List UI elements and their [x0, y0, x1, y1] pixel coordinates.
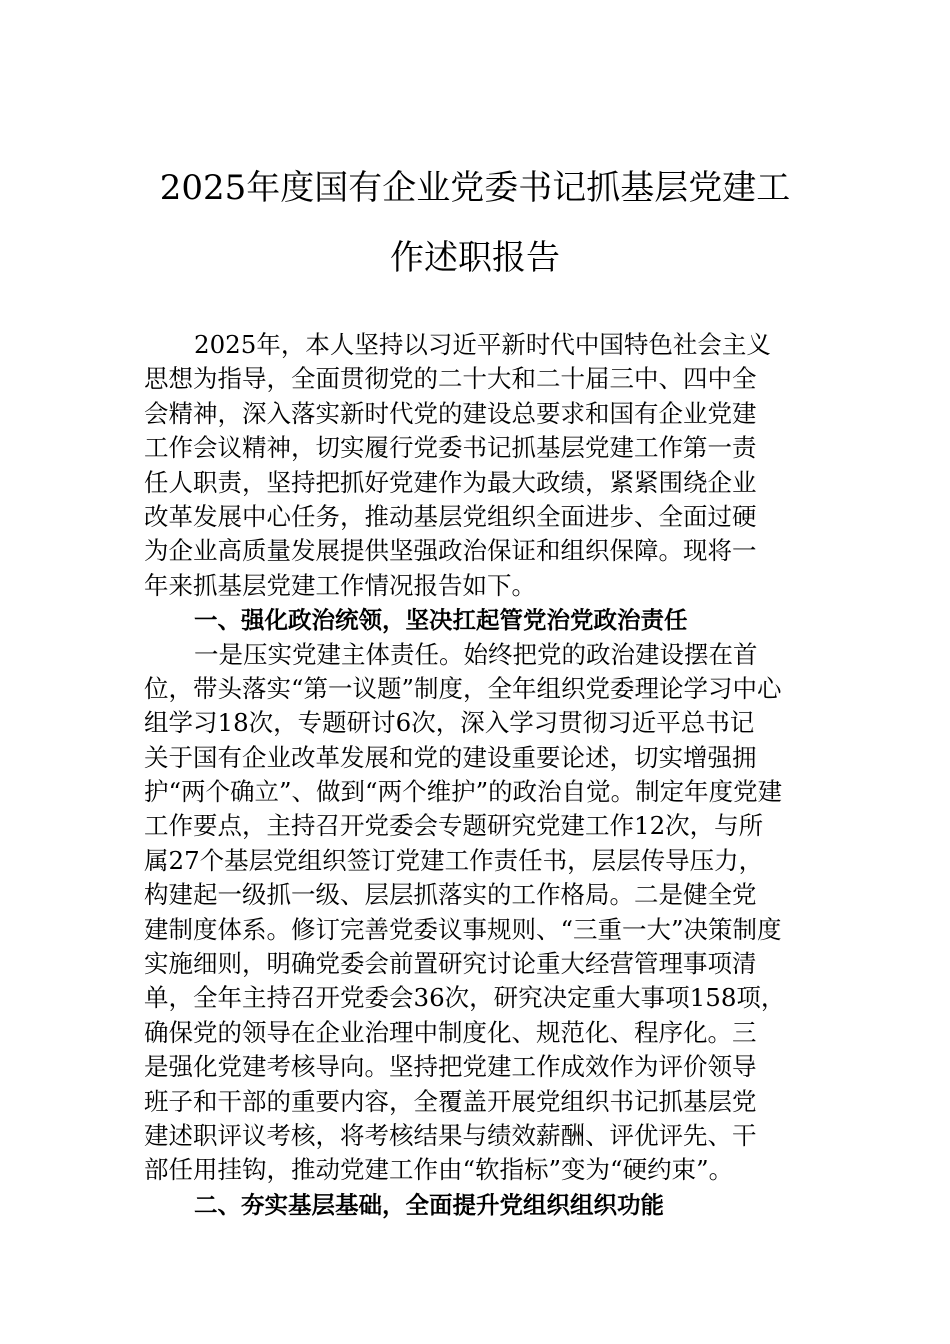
paragraph-line: 是强化党建考核导向。坚持把党建工作成效作为评价领导: [144, 1052, 757, 1082]
paragraph-line: 建制度体系。修订完善党委议事规则、“三重一大”决策制度: [144, 914, 782, 944]
document-title-line-2: 作述职报告: [390, 238, 560, 278]
paragraph-line: 2025年，本人坚持以习近平新时代中国特色社会主义: [194, 330, 771, 359]
document-body: [144, 328, 844, 1222]
paragraph-line: 工作要点，主持召开党委会专题研究党建工作12次，与所: [144, 811, 764, 841]
section-heading: 二、夯实基层基础，全面提升党组织组织功能: [194, 1190, 664, 1219]
paragraph-line: 关于国有企业改革发展和党的建设重要论述，切实增强拥: [144, 742, 757, 772]
paragraph-line: 组学习18次，专题研讨6次，深入学习贯彻习近平总书记: [144, 708, 755, 738]
paragraph-line: 工作会议精神，切实履行党委书记抓基层党建工作第一责: [144, 433, 757, 463]
document-title-line-1: 2025年度国有企业党委书记抓基层党建工: [159, 168, 791, 208]
paragraph-line: 确保党的领导在企业治理中制度化、规范化、程序化。三: [144, 1017, 757, 1047]
section-heading: 一、强化政治统领，坚决扛起管党治党政治责任: [194, 606, 688, 635]
paragraph-line: 为企业高质量发展提供坚强政治保证和组织保障。现将一: [144, 536, 757, 566]
paragraph-line: 年来抓基层党建工作情况报告如下。: [144, 570, 536, 600]
paragraph-line: 班子和干部的重要内容，全覆盖开展党组织书记抓基层党: [144, 1086, 757, 1116]
paragraph-line: 部任用挂钩，推动党建工作由“软指标”变为“硬约束”。: [144, 1155, 734, 1185]
paragraph-line: 位，带头落实“第一议题”制度，全年组织党委理论学习中心: [144, 673, 782, 703]
paragraph-line: 单，全年主持召开党委会36次，研究决定重大事项158项，: [144, 983, 786, 1013]
paragraph-line: 会精神，深入落实新时代党的建设总要求和国有企业党建: [144, 398, 757, 428]
paragraph-line: 实施细则，明确党委会前置研究讨论重大经营管理事项清: [144, 949, 757, 979]
paragraph-line: 思想为指导，全面贯彻党的二十大和二十届三中、四中全: [144, 364, 757, 394]
paragraph-line: 构建起一级抓一级、层层抓落实的工作格局。二是健全党: [144, 880, 757, 910]
paragraph-line: 建述职评议考核，将考核结果与绩效薪酬、评优评先、干: [144, 1120, 757, 1150]
paragraph-line: 任人职责，坚持把抓好党建作为最大政绩，紧紧围绕企业: [144, 467, 757, 497]
paragraph-line: 属27个基层党组织签订党建工作责任书，层层传导压力，: [144, 845, 764, 875]
paragraph-line: 护“两个确立”、做到“两个维护”的政治自觉。制定年度党建: [144, 777, 783, 807]
paragraph-line: 一是压实党建主体责任。始终把党的政治建设摆在首: [194, 639, 758, 669]
paragraph-line: 改革发展中心任务，推动基层党组织全面进步、全面过硬: [144, 501, 757, 531]
